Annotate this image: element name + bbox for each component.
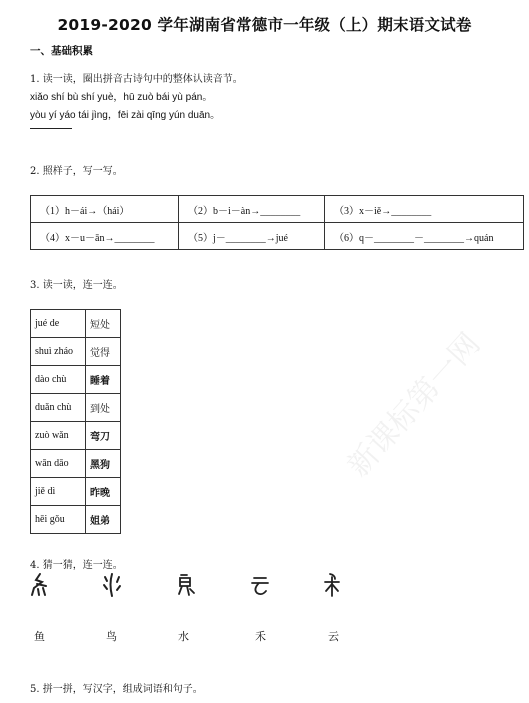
pinyin-cell: （3）x－iě→________ [325, 196, 524, 223]
pinyin-word: jiě dì [31, 478, 86, 506]
chinese-word: 黑狗 [86, 450, 121, 478]
pinyin-word: duǎn chù [31, 394, 86, 422]
table-row [31, 310, 121, 338]
pinyin-word: jué de [31, 310, 86, 338]
question-5-prompt: 5. 拼一拼，写汉字，组成词语和句子。 [30, 684, 203, 695]
chinese-word: 姐弟 [86, 506, 121, 534]
pinyin-word: dào chù [31, 366, 86, 394]
pinyin-word: wān dāo [31, 450, 86, 478]
section-heading: 一、基础积累 [30, 45, 93, 57]
table-row [31, 366, 121, 394]
pinyin-cell: （6）q－________－________→quán [325, 223, 524, 250]
pinyin-word: shuì zháo [31, 338, 86, 366]
question-4-prompt: 4. 猜一猜，连一连。 [30, 560, 123, 571]
poem-line-2: yòu yí yáo tái jìng，fēi zài qīng yún duān。 [30, 110, 221, 121]
chinese-word: 睡着 [86, 366, 121, 394]
answer-blank [30, 128, 72, 129]
character-grain: 禾 [255, 630, 266, 643]
pinyin-word: zuò wǎn [31, 422, 86, 450]
pinyin-cell: （2）b－i－àn→________ [179, 196, 325, 223]
ancient-grain-glyph-icon [320, 572, 344, 598]
poem-line-1: xiǎo shí bù shí yuè，hū zuò bái yù pán。 [30, 92, 213, 103]
matching-table [30, 309, 121, 534]
ancient-cloud-glyph-icon [248, 572, 272, 598]
chinese-word: 觉得 [86, 338, 121, 366]
page-title: 2019-2020 学年湖南省常德市一年级（上）期末语文试卷 [57, 16, 472, 34]
character-fish: 鱼 [34, 630, 45, 643]
table-row [31, 450, 121, 478]
question-1-prompt: 1. 读一读，圈出拼音古诗句中的整体认读音节。 [30, 74, 243, 85]
chinese-word: 昨晚 [86, 478, 121, 506]
pinyin-cell: （4）x－u－ān→________ [31, 223, 179, 250]
watermark: 新课标第一网 [340, 326, 488, 484]
pinyin-cell: （5）j－________→jué [179, 223, 325, 250]
ancient-fish-glyph-icon [28, 572, 52, 598]
question-3-prompt: 3. 读一读，连一连。 [30, 280, 123, 291]
chinese-word: 弯刀 [86, 422, 121, 450]
ancient-water-glyph-icon [100, 572, 124, 598]
character-cloud: 云 [328, 630, 339, 643]
chinese-word: 到处 [86, 394, 121, 422]
table-row [31, 223, 524, 250]
table-row [31, 196, 524, 223]
chinese-word: 短处 [86, 310, 121, 338]
ancient-bird-glyph-icon [173, 572, 197, 598]
pinyin-table [30, 195, 524, 250]
table-row [31, 506, 121, 534]
question-2-prompt: 2. 照样子，写一写。 [30, 166, 123, 177]
table-row [31, 422, 121, 450]
character-water: 水 [178, 630, 189, 643]
pinyin-cell: （1）h－ái→（hái） [31, 196, 179, 223]
table-row [31, 478, 121, 506]
character-bird: 鸟 [106, 630, 117, 643]
pinyin-word: hēi gǒu [31, 506, 86, 534]
table-row [31, 338, 121, 366]
table-row [31, 394, 121, 422]
